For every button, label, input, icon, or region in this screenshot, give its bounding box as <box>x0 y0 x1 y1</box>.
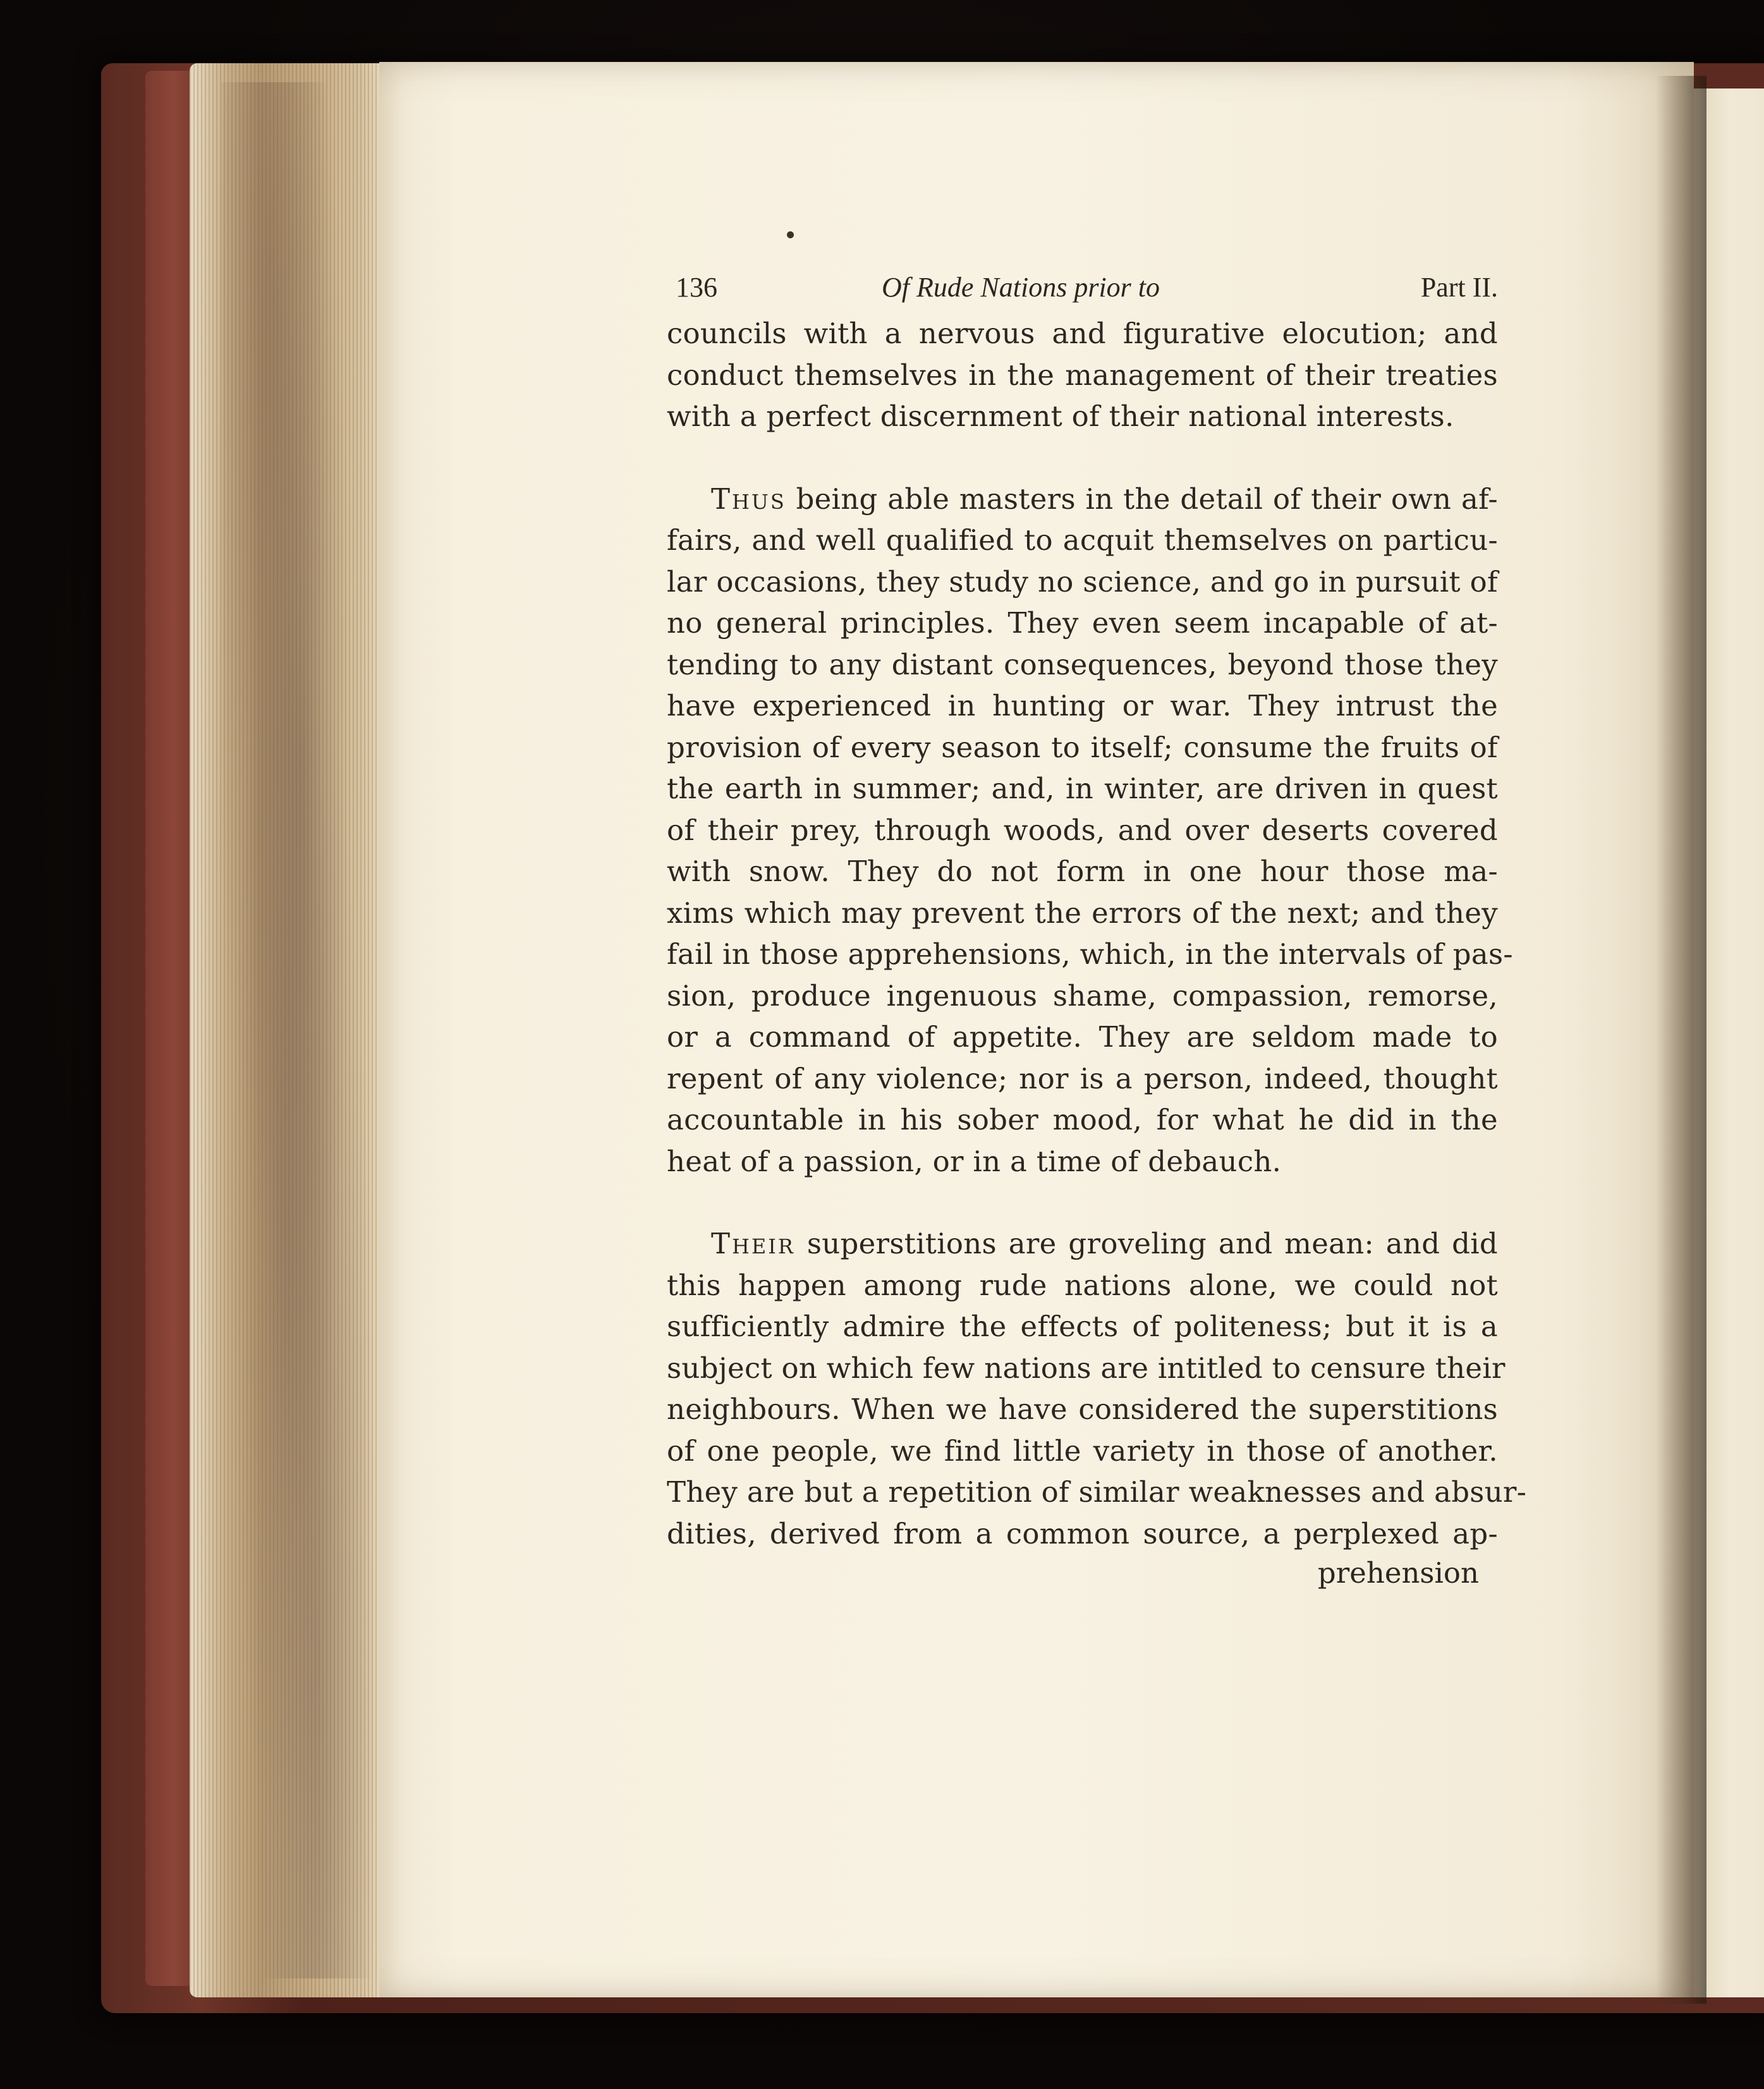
paragraph-2 <box>667 478 1513 1183</box>
text-line: dities, derived from a common source, a perplexed ap- <box>667 1516 1498 1550</box>
text-line: They are but a repetition of similar weaknesses and absur- <box>667 1475 1527 1509</box>
text-line: with snow. They do not form in one hour those ma- <box>667 855 1498 888</box>
text-line: repent of any violence; nor is a person, indeed, thought <box>667 1061 1498 1095</box>
text-line: neighbours. When we have considered the superstitions <box>667 1392 1498 1426</box>
page-edge-mottling <box>221 82 379 1978</box>
text-line: of their prey, through woods, and over deserts covered <box>667 813 1498 847</box>
text-line <box>667 478 1498 520</box>
page-number: 136 <box>676 272 717 303</box>
text-line: have experienced in hunting or war. They intrust the <box>667 689 1498 722</box>
text-line: heat of a passion, or in a time of debauch. <box>667 1144 1282 1178</box>
lead-word: Their <box>711 1227 796 1260</box>
ink-speck <box>787 231 794 238</box>
text-line: the earth in summer; and, in winter, are driven in quest <box>667 772 1498 805</box>
text-line: this happen among rude nations alone, we could not <box>667 1268 1498 1302</box>
text-block <box>667 269 1527 1592</box>
first-line-text: being able masters in the detail of their own af- <box>796 482 1498 516</box>
text-line: tending to any distant consequences, beyond those they <box>667 647 1498 681</box>
gutter-shadow <box>1656 76 1706 2004</box>
text-line: lar occasions, they study no science, and go in pursuit of <box>667 564 1498 599</box>
text-line: fairs, and well qualified to acquit themselves on particu- <box>667 523 1498 557</box>
text-line: subject on which few nations are intitled to censure their <box>667 1351 1505 1385</box>
text-line: provision of every season to itself; consume the fruits of <box>667 730 1498 764</box>
first-line-text: superstitions are groveling and mean: and did <box>806 1227 1499 1260</box>
text-line: conduct themselves in the management of their treaties <box>667 358 1498 392</box>
text-line: or a command of appetite. They are seldom made to <box>667 1020 1498 1054</box>
text-line: of one people, we find little variety in those of another. <box>667 1434 1498 1468</box>
text-line: with a perfect discernment of their national interests. <box>667 399 1454 433</box>
text-line <box>667 1223 1498 1265</box>
paragraph-3 <box>667 1223 1527 1554</box>
paragraph-1 <box>667 313 1498 437</box>
text-line: no general principles. They even seem incapable of at- <box>667 606 1498 640</box>
text-line: accountable in his sober mood, for what he did in the <box>667 1103 1498 1136</box>
text-line: fail in those apprehensions, which, in the intervals of pas- <box>667 937 1513 971</box>
running-title: Of Rude Nations prior to <box>882 272 1160 303</box>
catchword: prehension <box>1317 1556 1479 1590</box>
text-line: sion, produce ingenuous shame, compassion, remorse, <box>667 978 1498 1013</box>
text-line: xims which may prevent the errors of the next; and they <box>667 896 1498 930</box>
text-line: councils with a nervous and figurative elocution; and <box>667 317 1498 350</box>
running-head <box>667 269 1498 313</box>
text-line: sufficiently admire the effects of politeness; but it is a <box>667 1310 1498 1343</box>
part-label: Part II. <box>1420 272 1498 303</box>
lead-word: Thus <box>711 482 786 516</box>
